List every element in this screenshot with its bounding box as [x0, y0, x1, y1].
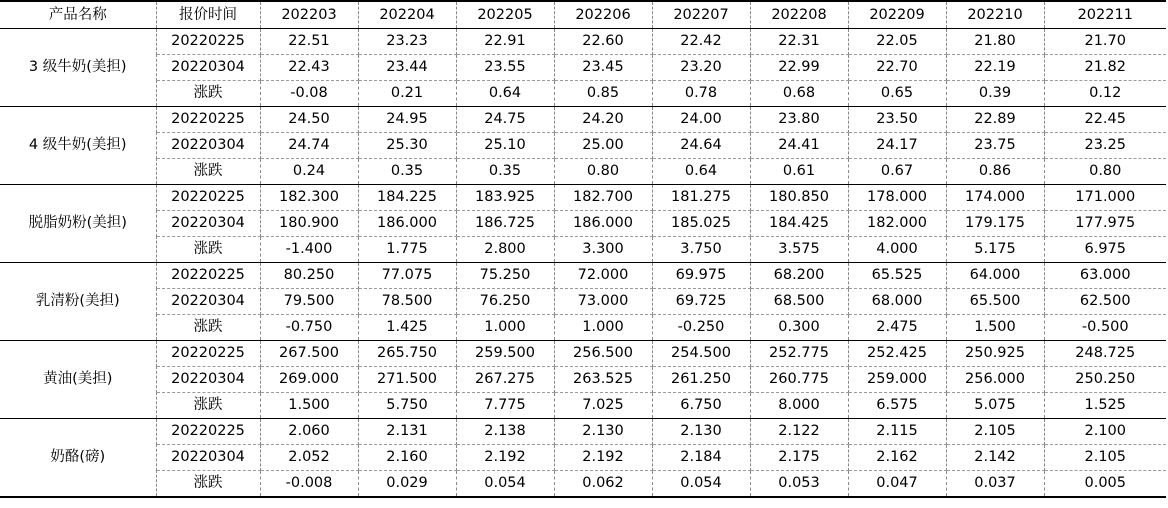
- price-cell: 2.105: [946, 419, 1044, 445]
- price-cell: 2.052: [260, 445, 358, 471]
- price-cell: 1.425: [358, 315, 456, 341]
- table-row: [0, 471, 1166, 498]
- price-cell: 3.575: [750, 237, 848, 263]
- price-cell: 25.00: [554, 133, 652, 159]
- price-cell: 22.99: [750, 55, 848, 81]
- price-cell: 24.75: [456, 107, 554, 133]
- price-cell: 23.23: [358, 29, 456, 55]
- header-month: 202206: [554, 1, 652, 29]
- price-cell: 73.000: [554, 289, 652, 315]
- price-cell: 0.35: [358, 159, 456, 185]
- price-cell: 0.78: [652, 81, 750, 107]
- quote-date: 20220225: [156, 419, 260, 445]
- price-cell: -0.500: [1044, 315, 1166, 341]
- price-cell: 1.500: [260, 393, 358, 419]
- change-label: 涨跌: [156, 159, 260, 185]
- price-cell: 267.500: [260, 341, 358, 367]
- price-cell: 25.10: [456, 133, 554, 159]
- price-cell: 0.029: [358, 471, 456, 498]
- quote-date: 20220304: [156, 289, 260, 315]
- price-cell: 260.775: [750, 367, 848, 393]
- quote-date: 20220225: [156, 185, 260, 211]
- price-cell: 23.45: [554, 55, 652, 81]
- change-label: 涨跌: [156, 237, 260, 263]
- price-cell: 6.975: [1044, 237, 1166, 263]
- price-cell: 1.775: [358, 237, 456, 263]
- price-cell: 21.82: [1044, 55, 1166, 81]
- table-row: [0, 289, 1166, 315]
- change-label: 涨跌: [156, 81, 260, 107]
- price-cell: 23.44: [358, 55, 456, 81]
- price-cell: 259.500: [456, 341, 554, 367]
- price-cell: 72.000: [554, 263, 652, 289]
- price-cell: 0.39: [946, 81, 1044, 107]
- price-cell: 2.115: [848, 419, 946, 445]
- price-cell: 2.130: [652, 419, 750, 445]
- price-cell: 1.000: [456, 315, 554, 341]
- price-cell: 23.55: [456, 55, 554, 81]
- quote-date: 20220225: [156, 263, 260, 289]
- price-cell: -0.250: [652, 315, 750, 341]
- price-cell: 0.65: [848, 81, 946, 107]
- price-cell: 24.17: [848, 133, 946, 159]
- header-row: [0, 1, 1166, 29]
- price-cell: 24.41: [750, 133, 848, 159]
- price-cell: 2.175: [750, 445, 848, 471]
- price-cell: 62.500: [1044, 289, 1166, 315]
- price-cell: 2.192: [554, 445, 652, 471]
- price-cell: 184.225: [358, 185, 456, 211]
- price-cell: 78.500: [358, 289, 456, 315]
- price-cell: 23.75: [946, 133, 1044, 159]
- quote-date: 20220225: [156, 107, 260, 133]
- price-cell: 3.750: [652, 237, 750, 263]
- price-cell: 183.925: [456, 185, 554, 211]
- change-label: 涨跌: [156, 471, 260, 498]
- table-row: [0, 185, 1166, 211]
- header-month: 202208: [750, 1, 848, 29]
- price-cell: 2.192: [456, 445, 554, 471]
- price-cell: -0.008: [260, 471, 358, 498]
- price-cell: 24.00: [652, 107, 750, 133]
- change-label: 涨跌: [156, 315, 260, 341]
- price-cell: 5.175: [946, 237, 1044, 263]
- table-row: [0, 55, 1166, 81]
- price-cell: 24.20: [554, 107, 652, 133]
- price-cell: 23.50: [848, 107, 946, 133]
- price-cell: 2.162: [848, 445, 946, 471]
- table-row: [0, 419, 1166, 445]
- quote-date: 20220304: [156, 133, 260, 159]
- quote-date: 20220225: [156, 29, 260, 55]
- header-month: 202209: [848, 1, 946, 29]
- price-cell: 2.122: [750, 419, 848, 445]
- price-cell: 7.025: [554, 393, 652, 419]
- quote-date: 20220225: [156, 341, 260, 367]
- price-cell: 0.053: [750, 471, 848, 498]
- price-cell: 263.525: [554, 367, 652, 393]
- product-name: 3 级牛奶(美担): [0, 29, 156, 107]
- price-cell: 24.64: [652, 133, 750, 159]
- price-cell: 0.80: [1044, 159, 1166, 185]
- price-cell: 24.50: [260, 107, 358, 133]
- quote-date: 20220304: [156, 211, 260, 237]
- header-month: 202207: [652, 1, 750, 29]
- price-cell: 0.12: [1044, 81, 1166, 107]
- change-label: 涨跌: [156, 393, 260, 419]
- price-cell: 22.42: [652, 29, 750, 55]
- price-cell: 256.500: [554, 341, 652, 367]
- table-row: [0, 445, 1166, 471]
- header-month: 202203: [260, 1, 358, 29]
- price-cell: 1.525: [1044, 393, 1166, 419]
- product-name: 黄油(美担): [0, 341, 156, 419]
- price-cell: 6.575: [848, 393, 946, 419]
- header-month: 202210: [946, 1, 1044, 29]
- price-cell: 178.000: [848, 185, 946, 211]
- price-cell: 261.250: [652, 367, 750, 393]
- price-cell: 76.250: [456, 289, 554, 315]
- price-cell: 181.275: [652, 185, 750, 211]
- table-row: [0, 237, 1166, 263]
- price-cell: 80.250: [260, 263, 358, 289]
- price-cell: 0.037: [946, 471, 1044, 498]
- price-cell: 2.131: [358, 419, 456, 445]
- price-cell: 23.20: [652, 55, 750, 81]
- price-cell: 22.19: [946, 55, 1044, 81]
- table-row: [0, 211, 1166, 237]
- product-name: 乳清粉(美担): [0, 263, 156, 341]
- price-cell: 22.51: [260, 29, 358, 55]
- price-cell: 0.005: [1044, 471, 1166, 498]
- price-cell: 5.075: [946, 393, 1044, 419]
- price-cell: 77.075: [358, 263, 456, 289]
- price-cell: 0.61: [750, 159, 848, 185]
- price-cell: 0.054: [456, 471, 554, 498]
- price-cell: 2.142: [946, 445, 1044, 471]
- table-row: [0, 263, 1166, 289]
- table-row: [0, 315, 1166, 341]
- table-row: [0, 29, 1166, 55]
- price-cell: 2.184: [652, 445, 750, 471]
- price-cell: 174.000: [946, 185, 1044, 211]
- header-quote-time: 报价时间: [156, 1, 260, 29]
- price-cell: 8.000: [750, 393, 848, 419]
- price-cell: 0.21: [358, 81, 456, 107]
- product-name: 奶酪(磅): [0, 419, 156, 498]
- price-cell: 182.300: [260, 185, 358, 211]
- price-cell: 6.750: [652, 393, 750, 419]
- price-cell: 0.80: [554, 159, 652, 185]
- price-cell: 254.500: [652, 341, 750, 367]
- price-cell: 0.85: [554, 81, 652, 107]
- price-cell: 5.750: [358, 393, 456, 419]
- table-row: [0, 393, 1166, 419]
- header-month: 202204: [358, 1, 456, 29]
- price-cell: -0.08: [260, 81, 358, 107]
- price-cell: 21.70: [1044, 29, 1166, 55]
- table-body: [0, 29, 1166, 498]
- price-cell: 2.800: [456, 237, 554, 263]
- price-cell: 0.300: [750, 315, 848, 341]
- price-cell: 177.975: [1044, 211, 1166, 237]
- price-cell: 2.138: [456, 419, 554, 445]
- price-cell: 186.000: [358, 211, 456, 237]
- price-cell: 25.30: [358, 133, 456, 159]
- quote-date: 20220304: [156, 445, 260, 471]
- price-cell: -0.750: [260, 315, 358, 341]
- price-cell: 22.91: [456, 29, 554, 55]
- price-cell: 252.425: [848, 341, 946, 367]
- price-cell: 22.70: [848, 55, 946, 81]
- price-cell: 0.68: [750, 81, 848, 107]
- price-cell: 22.60: [554, 29, 652, 55]
- price-cell: 2.160: [358, 445, 456, 471]
- table-row: [0, 341, 1166, 367]
- header-month: 202211: [1044, 1, 1166, 29]
- quote-date: 20220304: [156, 367, 260, 393]
- price-cell: 21.80: [946, 29, 1044, 55]
- price-cell: 259.000: [848, 367, 946, 393]
- quote-date: 20220304: [156, 55, 260, 81]
- price-cell: -1.400: [260, 237, 358, 263]
- price-cell: 182.700: [554, 185, 652, 211]
- price-cell: 3.300: [554, 237, 652, 263]
- price-cell: 0.67: [848, 159, 946, 185]
- price-cell: 0.64: [456, 81, 554, 107]
- price-cell: 182.000: [848, 211, 946, 237]
- price-cell: 269.000: [260, 367, 358, 393]
- price-cell: 22.31: [750, 29, 848, 55]
- price-cell: 68.200: [750, 263, 848, 289]
- price-cell: 65.525: [848, 263, 946, 289]
- price-cell: 0.062: [554, 471, 652, 498]
- price-cell: 23.25: [1044, 133, 1166, 159]
- price-cell: 69.975: [652, 263, 750, 289]
- price-cell: 0.86: [946, 159, 1044, 185]
- header-month: 202205: [456, 1, 554, 29]
- table-row: [0, 107, 1166, 133]
- price-cell: 267.275: [456, 367, 554, 393]
- price-cell: 68.500: [750, 289, 848, 315]
- price-cell: 248.725: [1044, 341, 1166, 367]
- product-name: 4 级牛奶(美担): [0, 107, 156, 185]
- price-cell: 22.05: [848, 29, 946, 55]
- table-row: [0, 367, 1166, 393]
- table-row: [0, 133, 1166, 159]
- table-row: [0, 81, 1166, 107]
- price-cell: 75.250: [456, 263, 554, 289]
- price-cell: 64.000: [946, 263, 1044, 289]
- price-cell: 0.054: [652, 471, 750, 498]
- price-cell: 265.750: [358, 341, 456, 367]
- price-cell: 23.80: [750, 107, 848, 133]
- price-cell: 180.850: [750, 185, 848, 211]
- price-cell: 69.725: [652, 289, 750, 315]
- price-cell: 22.45: [1044, 107, 1166, 133]
- price-cell: 0.24: [260, 159, 358, 185]
- price-cell: 2.475: [848, 315, 946, 341]
- price-cell: 0.64: [652, 159, 750, 185]
- price-cell: 2.130: [554, 419, 652, 445]
- price-cell: 2.060: [260, 419, 358, 445]
- price-cell: 186.725: [456, 211, 554, 237]
- price-cell: 4.000: [848, 237, 946, 263]
- price-cell: 68.000: [848, 289, 946, 315]
- price-cell: 180.900: [260, 211, 358, 237]
- price-cell: 0.35: [456, 159, 554, 185]
- header-product: 产品名称: [0, 1, 156, 29]
- price-cell: 24.95: [358, 107, 456, 133]
- price-cell: 271.500: [358, 367, 456, 393]
- price-cell: 2.100: [1044, 419, 1166, 445]
- price-cell: 63.000: [1044, 263, 1166, 289]
- price-cell: 79.500: [260, 289, 358, 315]
- price-cell: 171.000: [1044, 185, 1166, 211]
- price-cell: 256.000: [946, 367, 1044, 393]
- price-cell: 250.250: [1044, 367, 1166, 393]
- price-cell: 7.775: [456, 393, 554, 419]
- price-cell: 1.500: [946, 315, 1044, 341]
- price-cell: 184.425: [750, 211, 848, 237]
- price-cell: 1.000: [554, 315, 652, 341]
- price-cell: 24.74: [260, 133, 358, 159]
- price-cell: 22.43: [260, 55, 358, 81]
- price-cell: 186.000: [554, 211, 652, 237]
- product-name: 脱脂奶粉(美担): [0, 185, 156, 263]
- table-row: [0, 159, 1166, 185]
- price-cell: 179.175: [946, 211, 1044, 237]
- price-cell: 2.105: [1044, 445, 1166, 471]
- price-cell: 0.047: [848, 471, 946, 498]
- price-cell: 250.925: [946, 341, 1044, 367]
- price-cell: 185.025: [652, 211, 750, 237]
- price-cell: 22.89: [946, 107, 1044, 133]
- price-cell: 252.775: [750, 341, 848, 367]
- price-cell: 65.500: [946, 289, 1044, 315]
